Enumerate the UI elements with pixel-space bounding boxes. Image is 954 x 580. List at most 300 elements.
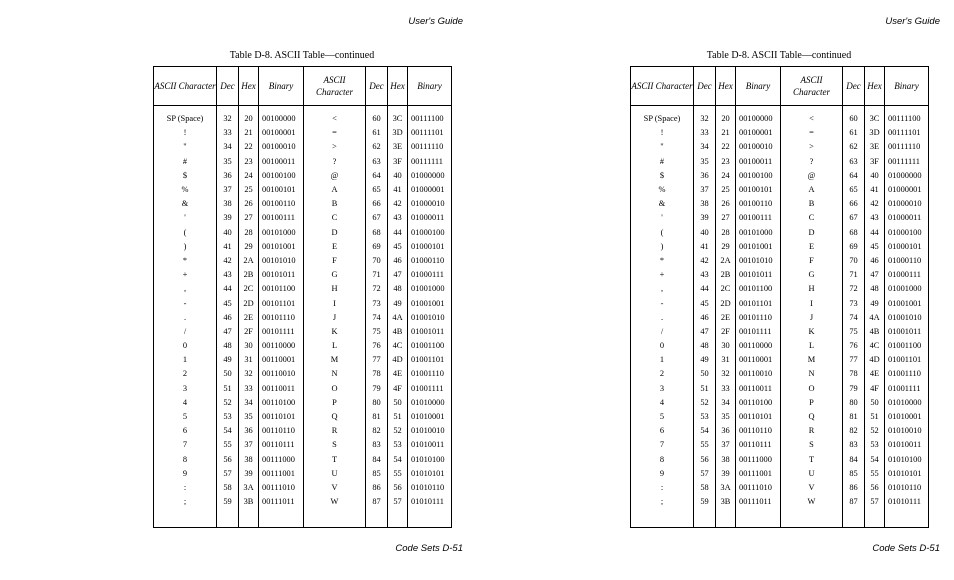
cell-ascii-character: & bbox=[154, 197, 217, 211]
cell-dec: 56 bbox=[694, 453, 716, 467]
cell-dec: 76 bbox=[366, 339, 388, 353]
cell-binary: 01010000 bbox=[885, 396, 929, 410]
cell-binary: 00110101 bbox=[259, 410, 304, 424]
cell-ascii-character: L bbox=[781, 339, 843, 353]
empty-cell bbox=[716, 509, 736, 527]
cell-hex: 54 bbox=[865, 453, 885, 467]
cell-dec: 69 bbox=[843, 240, 865, 254]
table-row bbox=[154, 495, 452, 509]
cell-binary: 01000000 bbox=[408, 169, 452, 183]
empty-cell bbox=[239, 509, 259, 527]
cell-binary: 01001010 bbox=[408, 311, 452, 325]
ascii-table bbox=[630, 66, 929, 528]
cell-ascii-character: 9 bbox=[631, 467, 694, 481]
cell-hex: 2C bbox=[239, 282, 259, 296]
cell-ascii-character: / bbox=[154, 325, 217, 339]
cell-hex: 37 bbox=[239, 438, 259, 452]
cell-binary: 00110001 bbox=[736, 353, 781, 367]
cell-ascii-character: I bbox=[304, 296, 366, 310]
cell-hex: 48 bbox=[865, 282, 885, 296]
table-filler-row bbox=[154, 509, 452, 527]
cell-hex: 35 bbox=[716, 410, 736, 424]
cell-hex: 32 bbox=[716, 367, 736, 381]
cell-ascii-character: ' bbox=[154, 211, 217, 225]
cell-ascii-character: 2 bbox=[631, 367, 694, 381]
cell-binary: 01010001 bbox=[408, 410, 452, 424]
cell-ascii-character: ! bbox=[154, 126, 217, 140]
cell-dec: 46 bbox=[694, 311, 716, 325]
table-header-row bbox=[631, 67, 929, 106]
empty-cell bbox=[885, 509, 929, 527]
table-row bbox=[631, 197, 929, 211]
cell-dec: 64 bbox=[843, 169, 865, 183]
cell-ascii-character: = bbox=[304, 126, 366, 140]
table-row bbox=[154, 424, 452, 438]
table-row bbox=[631, 325, 929, 339]
table-row bbox=[154, 453, 452, 467]
cell-binary: 00111010 bbox=[259, 481, 304, 495]
cell-dec: 77 bbox=[366, 353, 388, 367]
cell-ascii-character: @ bbox=[781, 169, 843, 183]
cell-dec: 70 bbox=[366, 254, 388, 268]
cell-ascii-character: L bbox=[304, 339, 366, 353]
cell-dec: 38 bbox=[694, 197, 716, 211]
cell-ascii-character: P bbox=[781, 396, 843, 410]
cell-dec: 79 bbox=[843, 382, 865, 396]
cell-ascii-character: . bbox=[154, 311, 217, 325]
cell-dec: 37 bbox=[694, 183, 716, 197]
cell-dec: 51 bbox=[694, 382, 716, 396]
cell-dec: 86 bbox=[366, 481, 388, 495]
cell-dec: 34 bbox=[694, 140, 716, 154]
cell-ascii-character: G bbox=[781, 268, 843, 282]
cell-binary: 01010111 bbox=[408, 495, 452, 509]
cell-binary: 00100001 bbox=[259, 126, 304, 140]
cell-hex: 43 bbox=[388, 211, 408, 225]
cell-binary: 01010010 bbox=[885, 424, 929, 438]
cell-hex: 39 bbox=[239, 467, 259, 481]
cell-ascii-character: + bbox=[154, 268, 217, 282]
cell-hex: 51 bbox=[388, 410, 408, 424]
cell-hex: 3D bbox=[865, 126, 885, 140]
cell-binary: 01001111 bbox=[408, 382, 452, 396]
cell-hex: 31 bbox=[716, 353, 736, 367]
cell-binary: 01000001 bbox=[408, 183, 452, 197]
cell-ascii-character: B bbox=[781, 197, 843, 211]
cell-hex: 55 bbox=[388, 467, 408, 481]
col-header-dec: Dec bbox=[843, 67, 865, 106]
cell-binary: 01001011 bbox=[408, 325, 452, 339]
cell-hex: 4B bbox=[865, 325, 885, 339]
cell-hex: 57 bbox=[865, 495, 885, 509]
cell-binary: 01000011 bbox=[885, 211, 929, 225]
cell-dec: 54 bbox=[694, 424, 716, 438]
cell-hex: 52 bbox=[388, 424, 408, 438]
cell-dec: 67 bbox=[843, 211, 865, 225]
table-row bbox=[631, 438, 929, 452]
cell-ascii-character: ; bbox=[631, 495, 694, 509]
cell-ascii-character: S bbox=[781, 438, 843, 452]
cell-dec: 38 bbox=[217, 197, 239, 211]
cell-dec: 58 bbox=[694, 481, 716, 495]
empty-cell bbox=[781, 509, 843, 527]
cell-binary: 01010011 bbox=[408, 438, 452, 452]
cell-hex: 37 bbox=[716, 438, 736, 452]
cell-binary: 01000010 bbox=[885, 197, 929, 211]
cell-binary: 01010011 bbox=[885, 438, 929, 452]
cell-hex: 2D bbox=[716, 296, 736, 310]
cell-dec: 43 bbox=[217, 268, 239, 282]
table-row bbox=[631, 126, 929, 140]
cell-dec: 35 bbox=[694, 155, 716, 169]
cell-binary: 00101011 bbox=[259, 268, 304, 282]
cell-ascii-character: - bbox=[154, 296, 217, 310]
cell-binary: 00100101 bbox=[736, 183, 781, 197]
empty-cell bbox=[694, 509, 716, 527]
cell-ascii-character: T bbox=[781, 453, 843, 467]
col-header-hex: Hex bbox=[239, 67, 259, 106]
cell-binary: 01010111 bbox=[885, 495, 929, 509]
empty-cell bbox=[217, 509, 239, 527]
cell-dec: 37 bbox=[217, 183, 239, 197]
cell-ascii-character: ; bbox=[154, 495, 217, 509]
table-row bbox=[154, 183, 452, 197]
cell-dec: 56 bbox=[217, 453, 239, 467]
empty-cell bbox=[631, 509, 694, 527]
cell-dec: 53 bbox=[217, 410, 239, 424]
table-row bbox=[154, 438, 452, 452]
cell-hex: 26 bbox=[239, 197, 259, 211]
cell-dec: 61 bbox=[843, 126, 865, 140]
cell-hex: 29 bbox=[716, 240, 736, 254]
cell-ascii-character: J bbox=[304, 311, 366, 325]
cell-hex: 25 bbox=[716, 183, 736, 197]
cell-dec: 44 bbox=[694, 282, 716, 296]
cell-ascii-character: % bbox=[154, 183, 217, 197]
cell-binary: 00100011 bbox=[736, 155, 781, 169]
cell-dec: 74 bbox=[843, 311, 865, 325]
cell-dec: 73 bbox=[366, 296, 388, 310]
cell-hex: 45 bbox=[388, 240, 408, 254]
cell-binary: 01000110 bbox=[885, 254, 929, 268]
cell-dec: 66 bbox=[843, 197, 865, 211]
cell-hex: 21 bbox=[716, 126, 736, 140]
col-header-hex: Hex bbox=[388, 67, 408, 106]
cell-hex: 2E bbox=[716, 311, 736, 325]
col-header-hex: Hex bbox=[865, 67, 885, 106]
cell-ascii-character: D bbox=[781, 226, 843, 240]
cell-ascii-character: J bbox=[781, 311, 843, 325]
cell-binary: 01001001 bbox=[885, 296, 929, 310]
cell-dec: 71 bbox=[843, 268, 865, 282]
table-row bbox=[631, 467, 929, 481]
empty-cell bbox=[154, 509, 217, 527]
cell-binary: 01010010 bbox=[408, 424, 452, 438]
cell-ascii-character: R bbox=[304, 424, 366, 438]
cell-ascii-character: O bbox=[781, 382, 843, 396]
cell-hex: 22 bbox=[239, 140, 259, 154]
cell-binary: 00101111 bbox=[259, 325, 304, 339]
cell-binary: 00111101 bbox=[408, 126, 452, 140]
cell-binary: 00110100 bbox=[259, 396, 304, 410]
cell-hex: 4B bbox=[388, 325, 408, 339]
cell-hex: 4F bbox=[865, 382, 885, 396]
cell-dec: 52 bbox=[217, 396, 239, 410]
cell-binary: 00111110 bbox=[408, 140, 452, 154]
cell-dec: 48 bbox=[217, 339, 239, 353]
col-header-ascii-character: ASCII Character bbox=[154, 67, 217, 106]
cell-binary: 00110100 bbox=[736, 396, 781, 410]
cell-hex: 31 bbox=[239, 353, 259, 367]
cell-hex: 2B bbox=[239, 268, 259, 282]
table-row bbox=[631, 155, 929, 169]
cell-hex: 38 bbox=[239, 453, 259, 467]
cell-ascii-character: ) bbox=[154, 240, 217, 254]
cell-ascii-character: , bbox=[631, 282, 694, 296]
table-row bbox=[631, 382, 929, 396]
cell-hex: 3A bbox=[716, 481, 736, 495]
cell-dec: 65 bbox=[843, 183, 865, 197]
table-row bbox=[154, 240, 452, 254]
cell-dec: 87 bbox=[366, 495, 388, 509]
cell-binary: 00111101 bbox=[885, 126, 929, 140]
table-row bbox=[631, 211, 929, 225]
cell-hex: 4A bbox=[865, 311, 885, 325]
cell-hex: 47 bbox=[865, 268, 885, 282]
cell-binary: 00100010 bbox=[736, 140, 781, 154]
cell-ascii-character: 1 bbox=[154, 353, 217, 367]
cell-binary: 00101010 bbox=[736, 254, 781, 268]
cell-binary: 01000101 bbox=[885, 240, 929, 254]
cell-dec: 81 bbox=[366, 410, 388, 424]
cell-ascii-character: # bbox=[154, 155, 217, 169]
cell-binary: 00111111 bbox=[408, 155, 452, 169]
cell-hex: 48 bbox=[388, 282, 408, 296]
cell-dec: 44 bbox=[217, 282, 239, 296]
cell-ascii-character: SP (Space) bbox=[154, 106, 217, 127]
cell-hex: 4A bbox=[388, 311, 408, 325]
cell-ascii-character: A bbox=[304, 183, 366, 197]
cell-ascii-character: : bbox=[631, 481, 694, 495]
cell-binary: 01010100 bbox=[885, 453, 929, 467]
cell-hex: 4D bbox=[865, 353, 885, 367]
cell-binary: 00100110 bbox=[736, 197, 781, 211]
cell-hex: 27 bbox=[716, 211, 736, 225]
cell-binary: 00111000 bbox=[259, 453, 304, 467]
cell-ascii-character: A bbox=[781, 183, 843, 197]
table-caption: Table D-8. ASCII Table—continued bbox=[706, 50, 852, 61]
cell-binary: 00101000 bbox=[259, 226, 304, 240]
cell-dec: 45 bbox=[694, 296, 716, 310]
cell-dec: 54 bbox=[217, 424, 239, 438]
cell-binary: 01001100 bbox=[408, 339, 452, 353]
cell-dec: 50 bbox=[694, 367, 716, 381]
cell-binary: 00101001 bbox=[259, 240, 304, 254]
table-row bbox=[154, 467, 452, 481]
cell-binary: 01000000 bbox=[885, 169, 929, 183]
cell-ascii-character: 0 bbox=[631, 339, 694, 353]
cell-dec: 36 bbox=[694, 169, 716, 183]
cell-ascii-character: M bbox=[304, 353, 366, 367]
cell-hex: 34 bbox=[239, 396, 259, 410]
cell-hex: 49 bbox=[865, 296, 885, 310]
table-row bbox=[154, 296, 452, 310]
cell-hex: 56 bbox=[388, 481, 408, 495]
cell-binary: 01010000 bbox=[408, 396, 452, 410]
table-row bbox=[631, 106, 929, 127]
cell-binary: 01001000 bbox=[885, 282, 929, 296]
cell-hex: 51 bbox=[865, 410, 885, 424]
cell-dec: 77 bbox=[843, 353, 865, 367]
cell-ascii-character: F bbox=[781, 254, 843, 268]
cell-dec: 60 bbox=[843, 106, 865, 127]
cell-binary: 00111100 bbox=[885, 106, 929, 127]
cell-dec: 35 bbox=[217, 155, 239, 169]
empty-cell bbox=[408, 509, 452, 527]
cell-binary: 01000100 bbox=[885, 226, 929, 240]
cell-ascii-character: P bbox=[304, 396, 366, 410]
table-row bbox=[154, 226, 452, 240]
cell-dec: 52 bbox=[694, 396, 716, 410]
cell-hex: 3E bbox=[865, 140, 885, 154]
cell-dec: 83 bbox=[843, 438, 865, 452]
cell-binary: 00111001 bbox=[736, 467, 781, 481]
cell-dec: 78 bbox=[366, 367, 388, 381]
cell-hex: 43 bbox=[865, 211, 885, 225]
cell-hex: 36 bbox=[716, 424, 736, 438]
cell-dec: 47 bbox=[217, 325, 239, 339]
cell-binary: 00101100 bbox=[259, 282, 304, 296]
cell-hex: 2F bbox=[239, 325, 259, 339]
cell-binary: 01001100 bbox=[885, 339, 929, 353]
cell-hex: 47 bbox=[388, 268, 408, 282]
table-row bbox=[631, 296, 929, 310]
cell-binary: 01010001 bbox=[885, 410, 929, 424]
cell-dec: 71 bbox=[366, 268, 388, 282]
cell-ascii-character: 4 bbox=[631, 396, 694, 410]
cell-dec: 51 bbox=[217, 382, 239, 396]
cell-ascii-character: . bbox=[631, 311, 694, 325]
cell-dec: 66 bbox=[366, 197, 388, 211]
cell-hex: 2A bbox=[716, 254, 736, 268]
cell-binary: 00100110 bbox=[259, 197, 304, 211]
cell-ascii-character: N bbox=[304, 367, 366, 381]
table-body bbox=[154, 106, 452, 528]
col-header-binary: Binary bbox=[736, 67, 781, 106]
cell-dec: 39 bbox=[217, 211, 239, 225]
cell-ascii-character: 0 bbox=[154, 339, 217, 353]
cell-hex: 55 bbox=[865, 467, 885, 481]
cell-ascii-character: 8 bbox=[154, 453, 217, 467]
cell-dec: 84 bbox=[843, 453, 865, 467]
cell-ascii-character: > bbox=[781, 140, 843, 154]
col-header-ascii-character: ASCII Character bbox=[781, 67, 843, 106]
table-row bbox=[631, 481, 929, 495]
cell-ascii-character: C bbox=[304, 211, 366, 225]
cell-ascii-character: W bbox=[781, 495, 843, 509]
cell-ascii-character: O bbox=[304, 382, 366, 396]
cell-ascii-character: N bbox=[781, 367, 843, 381]
cell-binary: 00110010 bbox=[736, 367, 781, 381]
cell-dec: 70 bbox=[843, 254, 865, 268]
cell-hex: 40 bbox=[388, 169, 408, 183]
cell-ascii-character: * bbox=[631, 254, 694, 268]
cell-hex: 3C bbox=[388, 106, 408, 127]
cell-hex: 46 bbox=[865, 254, 885, 268]
cell-ascii-character: < bbox=[304, 106, 366, 127]
cell-hex: 20 bbox=[716, 106, 736, 127]
cell-ascii-character: & bbox=[631, 197, 694, 211]
table-row bbox=[154, 396, 452, 410]
cell-binary: 00100011 bbox=[259, 155, 304, 169]
empty-cell bbox=[843, 509, 865, 527]
cell-binary: 01000001 bbox=[885, 183, 929, 197]
cell-ascii-character: W bbox=[304, 495, 366, 509]
cell-ascii-character: = bbox=[781, 126, 843, 140]
cell-ascii-character: I bbox=[781, 296, 843, 310]
cell-hex: 36 bbox=[239, 424, 259, 438]
cell-ascii-character: 7 bbox=[154, 438, 217, 452]
cell-binary: 01010101 bbox=[408, 467, 452, 481]
cell-dec: 72 bbox=[366, 282, 388, 296]
table-row bbox=[154, 106, 452, 127]
cell-dec: 85 bbox=[366, 467, 388, 481]
cell-hex: 2C bbox=[716, 282, 736, 296]
cell-hex: 40 bbox=[865, 169, 885, 183]
cell-hex: 4C bbox=[865, 339, 885, 353]
cell-hex: 2D bbox=[239, 296, 259, 310]
cell-dec: 55 bbox=[694, 438, 716, 452]
table-row bbox=[154, 481, 452, 495]
cell-ascii-character: @ bbox=[304, 169, 366, 183]
cell-ascii-character: K bbox=[781, 325, 843, 339]
cell-hex: 54 bbox=[388, 453, 408, 467]
cell-hex: 23 bbox=[239, 155, 259, 169]
cell-binary: 00101101 bbox=[259, 296, 304, 310]
cell-ascii-character: % bbox=[631, 183, 694, 197]
cell-ascii-character: E bbox=[304, 240, 366, 254]
cell-dec: 80 bbox=[843, 396, 865, 410]
cell-dec: 40 bbox=[217, 226, 239, 240]
cell-ascii-character: U bbox=[781, 467, 843, 481]
cell-dec: 62 bbox=[366, 140, 388, 154]
table-row bbox=[154, 339, 452, 353]
cell-hex: 39 bbox=[716, 467, 736, 481]
table-caption: Table D-8. ASCII Table—continued bbox=[229, 50, 375, 61]
cell-dec: 67 bbox=[366, 211, 388, 225]
table-row bbox=[154, 353, 452, 367]
cell-ascii-character: 5 bbox=[631, 410, 694, 424]
cell-hex: 3B bbox=[716, 495, 736, 509]
table-row bbox=[154, 410, 452, 424]
cell-hex: 45 bbox=[865, 240, 885, 254]
cell-hex: 57 bbox=[388, 495, 408, 509]
cell-dec: 82 bbox=[366, 424, 388, 438]
cell-dec: 73 bbox=[843, 296, 865, 310]
table-row bbox=[631, 495, 929, 509]
cell-ascii-character: 1 bbox=[631, 353, 694, 367]
cell-dec: 68 bbox=[366, 226, 388, 240]
table-row bbox=[631, 268, 929, 282]
table-filler-row bbox=[631, 509, 929, 527]
cell-binary: 00110010 bbox=[259, 367, 304, 381]
cell-hex: 53 bbox=[865, 438, 885, 452]
cell-binary: 00101110 bbox=[736, 311, 781, 325]
cell-ascii-character: G bbox=[304, 268, 366, 282]
cell-hex: 42 bbox=[865, 197, 885, 211]
cell-dec: 59 bbox=[217, 495, 239, 509]
table-row bbox=[154, 169, 452, 183]
